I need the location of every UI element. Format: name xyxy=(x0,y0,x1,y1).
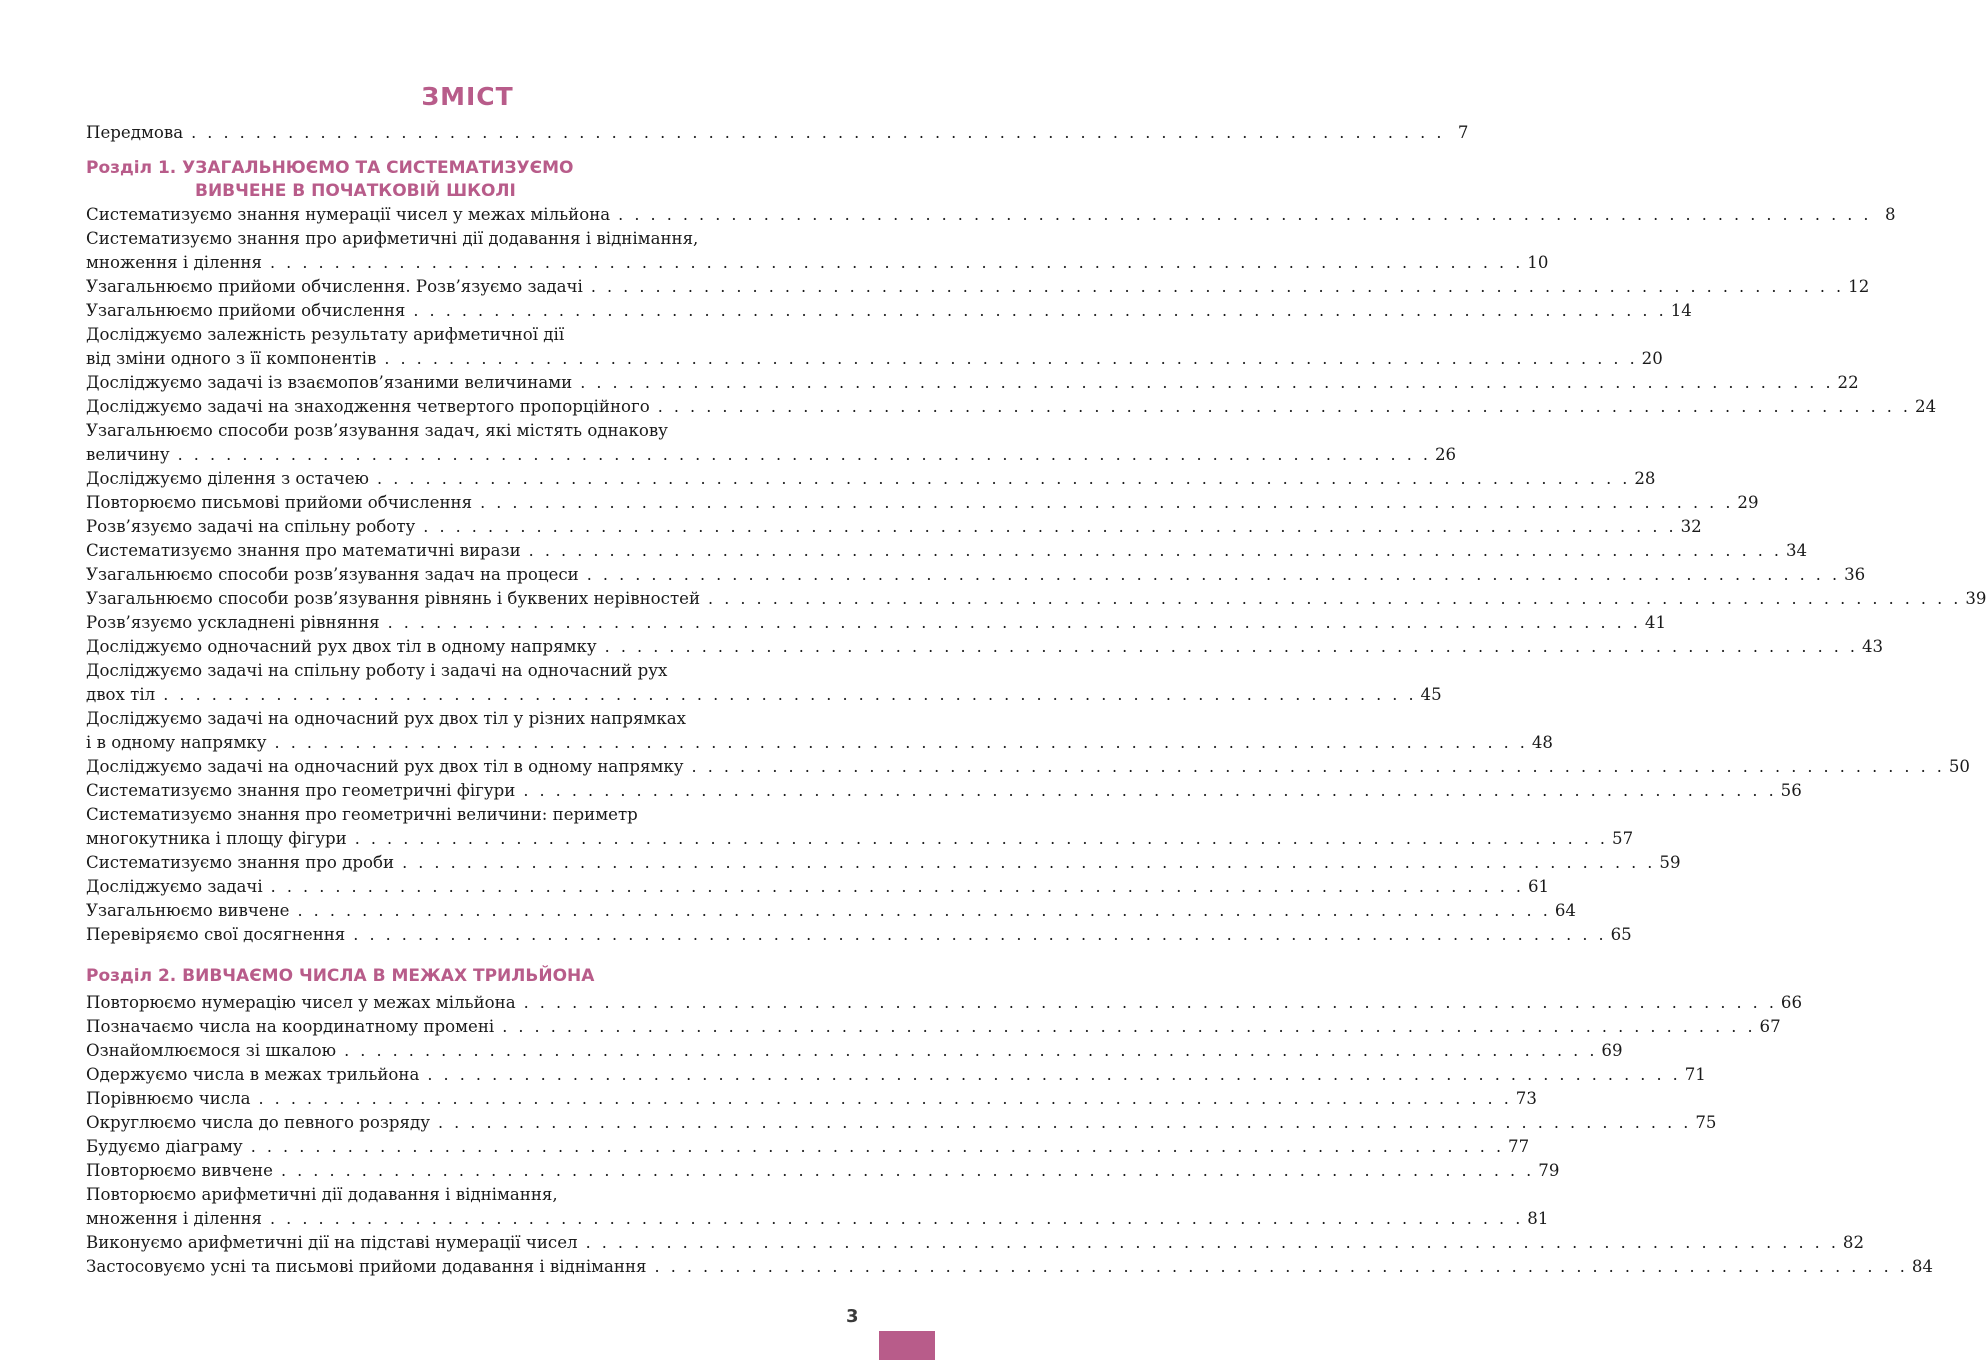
dot-leader: . . . . . . . . . . . . . . . . . . . . . . . . . . . . . . . . . . . . . . . . . . . . . . . . . . . . . . . . . . . . . . . . . . . . . . . . . . . . . . xyxy=(344,1041,1598,1060)
toc-entry-title: величину xyxy=(86,445,170,464)
toc-entry[interactable] xyxy=(86,539,1808,563)
dot-leader: . . . . . . . . . . . . . . . . . . . . . . . . . . . . . . . . . . . . . . . . . . . . . . . . . . . . . . . . . . . . . . . . . . . . . . . . . . . . . . xyxy=(480,493,1734,512)
toc-entry-page: 69 xyxy=(1601,1041,1623,1060)
dot-leader: . . . . . . . . . . . . . . . . . . . . . . . . . . . . . . . . . . . . . . . . . . . . . . . . . . . . . . . . . . . . . . . . . . . . . . . . . . . . . . xyxy=(280,1161,1535,1180)
toc-entry[interactable] xyxy=(86,1135,1530,1159)
section-1-heading xyxy=(86,157,846,203)
toc-entry-title: Узагальнюємо прийоми обчислення xyxy=(86,301,406,320)
toc-entry-title: множення і ділення xyxy=(86,253,262,272)
toc-entry-title: Узагальнюємо способи розв’язування рівнянь і буквених нерівностей xyxy=(86,589,701,608)
toc-entry-page: 84 xyxy=(1911,1257,1933,1276)
toc-entry-title: Повторюємо нумерацію чисел у межах мільйона xyxy=(86,993,516,1012)
toc-entry-title: Досліджуємо задачі xyxy=(86,877,263,896)
toc-entry[interactable] xyxy=(86,1159,1560,1183)
toc-entry[interactable] xyxy=(86,275,1870,299)
dot-leader: . . . . . . . . . . . . . . . . . . . . . . . . . . . . . . . . . . . . . . . . . . . . . . . . . . . . . . . . . . . . . . . . . . . . . . . . . . . . . . xyxy=(384,349,1638,368)
dot-leader: . . . . . . . . . . . . . . . . . . . . . . . . . . . . . . . . . . . . . . . . . . . . . . . . . . . . . . . . . . . . . . . . . . . . . . . . . . . . . . xyxy=(585,1233,1839,1252)
dot-leader: . . . . . . . . . . . . . . . . . . . . . . . . . . . . . . . . . . . . . . . . . . . . . . . . . . . . . . . . . . . . . . . . . . . . . . . . . . . . . . xyxy=(377,469,1631,488)
toc-entry[interactable] xyxy=(86,1111,1717,1135)
toc-entry-title: Систематизуємо знання нумерації чисел у межах мільйона xyxy=(86,205,611,224)
toc-entry-title: Перевіряємо свої досягнення xyxy=(86,925,346,944)
dot-leader: . . . . . . . . . . . . . . . . . . . . . . . . . . . . . . . . . . . . . . . . . . . . . . . . . . . . . . . . . . . . . . . . . . . . . . . . . . . . . . xyxy=(523,993,1777,1012)
toc-entry-title: Передмова xyxy=(86,123,184,142)
dot-leader: . . . . . . . . . . . . . . . . . . . . . . . . . . . . . . . . . . . . . . . . . . . . . . . . . . . . . . . . . . . . . . . . . . . . . . . . . . . . . . xyxy=(586,565,1841,584)
toc-entry-page: 59 xyxy=(1659,853,1681,872)
dot-leader: . . . . . . . . . . . . . . . . . . . . . . . . . . . . . . . . . . . . . . . . . . . . . . . . . . . . . . . . . . . . . . . . . . . . . . . . . . . . . . xyxy=(402,853,1656,872)
toc-entry-page: 82 xyxy=(1842,1233,1865,1252)
toc-entry-page: 81 xyxy=(1527,1209,1549,1228)
toc-entry-page: 45 xyxy=(1420,685,1442,704)
toc-entry-page: 20 xyxy=(1641,349,1663,368)
toc-entry-page: 57 xyxy=(1612,829,1634,848)
toc-entry-page: 32 xyxy=(1680,517,1702,536)
dot-leader: . . . . . . . . . . . . . . . . . . . . . . . . . . . . . . . . . . . . . . . . . . . . . . . . . . . . . . . . . . . . . . . . . . . . . . . . . . . . . . xyxy=(438,1113,1692,1132)
dot-leader: . . . . . . . . . . . . . . . . . . . . . . . . . . . . . . . . . . . . . . . . . . . . . . . . . . . . . . . . . . . . . . . . . . . . . . . . . . . . . . xyxy=(354,829,1609,848)
dot-leader: . . . . . . . . . . . . . . . . . . . . . . . . . . . . . . . . . . . . . . . . . . . . . . . . . . . . . . . . . . . . . . . . . . . . . . . . . . . . . . xyxy=(691,757,1945,776)
toc-entry[interactable] xyxy=(86,731,1553,755)
dot-leader: . . . . . . . . . . . . . . . . . . . . . . . . . . . . . . . . . . . . . . . . . . . . . . . . . . . . . . . . . . . . . . . . . . . . . . . . . . . . . . xyxy=(270,877,1524,896)
toc-entry-page: 66 xyxy=(1780,993,1803,1012)
section-1-title-line-2: ВИВЧЕНЕ В ПОЧАТКОВІЙ ШКОЛІ xyxy=(195,181,516,201)
toc-entry-title: многокутника і площу фігури xyxy=(86,829,347,848)
section-2-label: Розділ 2. xyxy=(86,966,177,986)
toc-entry-page: 41 xyxy=(1644,613,1667,632)
toc-entry-page: 61 xyxy=(1528,877,1550,896)
toc-entry[interactable] xyxy=(86,1231,1865,1255)
dot-leader: . . . . . . . . . . . . . . . . . . . . . . . . . . . . . . . . . . . . . . . . . . . . . . . . . . . . . . . . . . . . . . . . . . . . . . . . . . . . . . xyxy=(177,445,1431,464)
toc-entry-title: Одержуємо числа в межах трильйона xyxy=(86,1065,420,1084)
dot-leader: . . . . . . . . . . . . . . . . . . . . . . . . . . . . . . . . . . . . . . . . . . . . . . . . . . . . . . . . . . . . . . . . . . . . . . . . . . . . . . xyxy=(502,1017,1756,1036)
toc-entry-page: 48 xyxy=(1531,733,1553,752)
toc-entry[interactable] xyxy=(86,1063,1706,1087)
section-1-entries xyxy=(86,203,1986,947)
dot-leader: . . . . . . . . . . . . . . . . . . . . . . . . . . . . . . . . . . . . . . . . . . . . . . . . . . . . . . . . . . . . . . . . . . . . . . . . . . . . . . xyxy=(387,613,1641,632)
toc-entry-page: 26 xyxy=(1434,445,1457,464)
toc-entry[interactable] xyxy=(86,1087,1537,1111)
toc-entry[interactable] xyxy=(86,515,1702,539)
page-corner-bar xyxy=(879,1331,935,1360)
toc-entry-title: Досліджуємо одночасний рух двох тіл в одному напрямку xyxy=(86,637,597,656)
toc-entry-page: 34 xyxy=(1786,541,1808,560)
toc-entry-page: 43 xyxy=(1862,637,1884,656)
toc-entry-title: Повторюємо вивчене xyxy=(86,1161,273,1180)
toc-entry-page: 67 xyxy=(1759,1017,1781,1036)
toc-entry-title: множення і ділення xyxy=(86,1209,262,1228)
toc-entry[interactable] xyxy=(86,755,1970,779)
toc-entry[interactable] xyxy=(86,611,1667,635)
toc-entry-title: Порівнюємо числа xyxy=(86,1089,251,1108)
toc-entry[interactable] xyxy=(86,467,1656,491)
toc-entry[interactable] xyxy=(86,587,1986,611)
toc-entry-page: 28 xyxy=(1634,469,1656,488)
page-number: 3 xyxy=(846,1306,859,1327)
toc-entry[interactable] xyxy=(86,299,1692,323)
dot-leader: . . . . . . . . . . . . . . . . . . . . . . . . . . . . . . . . . . . . . . . . . . . . . . . . . . . . . . . . . . . . . . . . . . . . . . . . . . . . . . xyxy=(191,123,1445,142)
toc-entry[interactable] xyxy=(86,347,1663,371)
dot-leader: . . . . . . . . . . . . . . . . . . . . . . . . . . . . . . . . . . . . . . . . . . . . . . . . . . . . . . . . . . . . . . . . . . . . . . . . . . . . . . xyxy=(657,397,1912,416)
toc-entry[interactable] xyxy=(86,1039,1623,1063)
toc-entry-page: 36 xyxy=(1844,565,1866,584)
table-of-contents xyxy=(86,121,1986,1279)
dot-leader: . . . . . . . . . . . . . . . . . . . . . . . . . . . . . . . . . . . . . . . . . . . . . . . . . . . . . . . . . . . . . . . . . . . . . . . . . . . . . . xyxy=(618,205,1872,224)
dot-leader: . . . . . . . . . . . . . . . . . . . . . . . . . . . . . . . . . . . . . . . . . . . . . . . . . . . . . . . . . . . . . . . . . . . . . . . . . . . . . . xyxy=(274,733,1528,752)
dot-leader: . . . . . . . . . . . . . . . . . . . . . . . . . . . . . . . . . . . . . . . . . . . . . . . . . . . . . . . . . . . . . . . . . . . . . . . . . . . . . . xyxy=(269,1209,1524,1228)
toc-entry-title: Систематизуємо знання про математичні вирази xyxy=(86,541,521,560)
toc-entry-page: 71 xyxy=(1684,1065,1706,1084)
toc-entry-title: двох тіл xyxy=(86,685,156,704)
toc-entry-page: 75 xyxy=(1695,1113,1717,1132)
toc-entry-line: Досліджуємо залежність результату арифметичної дії xyxy=(86,325,565,344)
toc-entry-title: Ознайомлюємося зі шкалою xyxy=(86,1041,337,1060)
toc-entry-page: 50 xyxy=(1948,757,1970,776)
dot-leader: . . . . . . . . . . . . . . . . . . . . . . . . . . . . . . . . . . . . . . . . . . . . . . . . . . . . . . . . . . . . . . . . . . . . . . . . . . . . . . xyxy=(297,901,1551,920)
toc-entry-page: 65 xyxy=(1610,925,1632,944)
section-1-title-line-1: УЗАГАЛЬНЮЄМО ТА СИСТЕМАТИЗУЄМО xyxy=(182,158,574,178)
dot-leader: . . . . . . . . . . . . . . . . . . . . . . . . . . . . . . . . . . . . . . . . . . . . . . . . . . . . . . . . . . . . . . . . . . . . . . . . . . . . . . xyxy=(427,1065,1681,1084)
toc-entry[interactable] xyxy=(86,875,1550,899)
dot-leader: . . . . . . . . . . . . . . . . . . . . . . . . . . . . . . . . . . . . . . . . . . . . . . . . . . . . . . . . . . . . . . . . . . . . . . . . . . . . . . xyxy=(413,301,1667,320)
toc-entry[interactable] xyxy=(86,923,1632,947)
toc-entry-page: 12 xyxy=(1848,277,1870,296)
dot-leader: . . . . . . . . . . . . . . . . . . . . . . . . . . . . . . . . . . . . . . . . . . . . . . . . . . . . . . . . . . . . . . . . . . . . . . . . . . . . . . xyxy=(604,637,1858,656)
toc-entry[interactable] xyxy=(86,251,1549,275)
toc-entry-page: 39 xyxy=(1965,589,1986,608)
toc-entry-title: Повторюємо письмові прийоми обчислення xyxy=(86,493,473,512)
toc-entry-line: Повторюємо арифметичні дії додавання і віднімання, xyxy=(86,1185,558,1204)
toc-entry-title: Розв’язуємо ускладнені рівняння xyxy=(86,613,380,632)
toc-entry-title: і в одному напрямку xyxy=(86,733,267,752)
toc-entry[interactable] xyxy=(86,827,1634,851)
toc-entry-title: Округлюємо числа до певного розряду xyxy=(86,1113,430,1132)
section-1-label: Розділ 1. xyxy=(86,158,177,178)
toc-entry[interactable] xyxy=(86,1255,1933,1279)
toc-entry-title: Розв’язуємо задачі на спільну роботу xyxy=(86,517,416,536)
toc-entry-title: Застосовуємо усні та письмові прийоми додавання і віднімання xyxy=(86,1257,647,1276)
toc-entry-title: Виконуємо арифметичні дії на підставі нумерації чисел xyxy=(86,1233,578,1252)
dot-leader: . . . . . . . . . . . . . . . . . . . . . . . . . . . . . . . . . . . . . . . . . . . . . . . . . . . . . . . . . . . . . . . . . . . . . . . . . . . . . . xyxy=(258,1089,1512,1108)
toc-entry-title: Досліджуємо задачі на одночасний рух двох тіл в одному напрямку xyxy=(86,757,684,776)
toc-entry-title: Досліджуємо задачі із взаємопов’язаними величинами xyxy=(86,373,573,392)
dot-leader: . . . . . . . . . . . . . . . . . . . . . . . . . . . . . . . . . . . . . . . . . . . . . . . . . . . . . . . . . . . . . . . . . . . . . . . . . . . . . . xyxy=(708,589,1962,608)
dot-leader: . . . . . . . . . . . . . . . . . . . . . . . . . . . . . . . . . . . . . . . . . . . . . . . . . . . . . . . . . . . . . . . . . . . . . . . . . . . . . . xyxy=(163,685,1417,704)
toc-entry-title: Узагальнюємо вивчене xyxy=(86,901,290,920)
toc-entry-page: 77 xyxy=(1508,1137,1530,1156)
toc-entry[interactable] xyxy=(86,371,1859,395)
toc-entry-page: 64 xyxy=(1554,901,1576,920)
toc-entry[interactable] xyxy=(86,683,1442,707)
dot-leader: . . . . . . . . . . . . . . . . . . . . . . . . . . . . . . . . . . . . . . . . . . . . . . . . . . . . . . . . . . . . . . . . . . . . . . . . . . . . . . xyxy=(423,517,1677,536)
toc-entry[interactable] xyxy=(86,1207,1549,1231)
toc-entry-title: від зміни одного з її компонентів xyxy=(86,349,377,368)
toc-entry[interactable] xyxy=(86,491,1759,515)
toc-entry-page: 10 xyxy=(1527,253,1549,272)
dot-leader: . . . . . . . . . . . . . . . . . . . . . . . . . . . . . . . . . . . . . . . . . . . . . . . . . . . . . . . . . . . . . . . . . . . . . . . . . . . . . . xyxy=(269,253,1524,272)
dot-leader: . . . . . . . . . . . . . . . . . . . . . . . . . . . . . . . . . . . . . . . . . . . . . . . . . . . . . . . . . . . . . . . . . . . . . . . . . . . . . . xyxy=(250,1137,1505,1156)
toc-entry-line: Досліджуємо задачі на спільну роботу і задачі на одночасний рух xyxy=(86,661,668,680)
toc-entry-title: Узагальнюємо прийоми обчислення. Розв’язуємо задачі xyxy=(86,277,583,296)
toc-entry-page: 56 xyxy=(1780,781,1802,800)
toc-entry-title: Досліджуємо задачі на знаходження четвертого пропорційного xyxy=(86,397,650,416)
toc-entry[interactable] xyxy=(86,395,1937,419)
toc-entry-line: Систематизуємо знання про арифметичні дії додавання і віднімання, xyxy=(86,229,699,248)
toc-entry-page: 8 xyxy=(1884,205,1896,224)
toc-entry[interactable] xyxy=(86,899,1576,923)
toc-entry-page: 24 xyxy=(1915,397,1937,416)
toc-entry-page: 7 xyxy=(1457,123,1469,142)
dot-leader: . . . . . . . . . . . . . . . . . . . . . . . . . . . . . . . . . . . . . . . . . . . . . . . . . . . . . . . . . . . . . . . . . . . . . . . . . . . . . . xyxy=(528,541,1782,560)
toc-entry[interactable] xyxy=(86,1015,1781,1039)
toc-entry-page: 73 xyxy=(1515,1089,1537,1108)
toc-entry-page: 29 xyxy=(1737,493,1759,512)
toc-entry-line: Досліджуємо задачі на одночасний рух двох тіл у різних напрямках xyxy=(86,709,686,728)
toc-entry[interactable] xyxy=(86,779,1802,803)
dot-leader: . . . . . . . . . . . . . . . . . . . . . . . . . . . . . . . . . . . . . . . . . . . . . . . . . . . . . . . . . . . . . . . . . . . . . . . . . . . . . . xyxy=(353,925,1607,944)
toc-entry-title: Позначаємо числа на координатному промені xyxy=(86,1017,495,1036)
dot-leader: . . . . . . . . . . . . . . . . . . . . . . . . . . . . . . . . . . . . . . . . . . . . . . . . . . . . . . . . . . . . . . . . . . . . . . . . . . . . . . xyxy=(580,373,1834,392)
dot-leader: . . . . . . . . . . . . . . . . . . . . . . . . . . . . . . . . . . . . . . . . . . . . . . . . . . . . . . . . . . . . . . . . . . . . . . . . . . . . . . xyxy=(654,1257,1908,1276)
toc-entry[interactable] xyxy=(86,991,1803,1015)
toc-entry-line: Систематизуємо знання про геометричні величини: периметр xyxy=(86,805,638,824)
toc-entry-page: 14 xyxy=(1670,301,1692,320)
toc-entry[interactable] xyxy=(86,563,1866,587)
toc-entry-title: Досліджуємо ділення з остачею xyxy=(86,469,370,488)
toc-entry[interactable] xyxy=(86,203,1896,227)
toc-entry-title: Систематизуємо знання про геометричні фігури xyxy=(86,781,516,800)
toc-entry-title: Узагальнюємо способи розв’язування задач на процеси xyxy=(86,565,579,584)
toc-entry-title: Будуємо діаграму xyxy=(86,1137,243,1156)
toc-entry[interactable] xyxy=(86,635,1884,659)
dot-leader: . . . . . . . . . . . . . . . . . . . . . . . . . . . . . . . . . . . . . . . . . . . . . . . . . . . . . . . . . . . . . . . . . . . . . . . . . . . . . . xyxy=(523,781,1777,800)
toc-entry-preface[interactable] xyxy=(86,121,1469,145)
toc-entry[interactable] xyxy=(86,443,1457,467)
toc-entry-line: Узагальнюємо способи розв’язування задач, які містять однакову xyxy=(86,421,668,440)
toc-entry[interactable] xyxy=(86,851,1681,875)
section-2-heading xyxy=(86,961,846,991)
toc-entry-page: 22 xyxy=(1837,373,1859,392)
section-2-entries xyxy=(86,991,1933,1279)
dot-leader: . . . . . . . . . . . . . . . . . . . . . . . . . . . . . . . . . . . . . . . . . . . . . . . . . . . . . . . . . . . . . . . . . . . . . . . . . . . . . . xyxy=(590,277,1845,296)
section-2-title: ВИВЧАЄМО ЧИСЛА В МЕЖАХ ТРИЛЬЙОНА xyxy=(182,966,595,986)
page-title: ЗМІСТ xyxy=(421,82,514,111)
toc-entry-page: 79 xyxy=(1538,1161,1560,1180)
toc-entry-title: Систематизуємо знання про дроби xyxy=(86,853,395,872)
